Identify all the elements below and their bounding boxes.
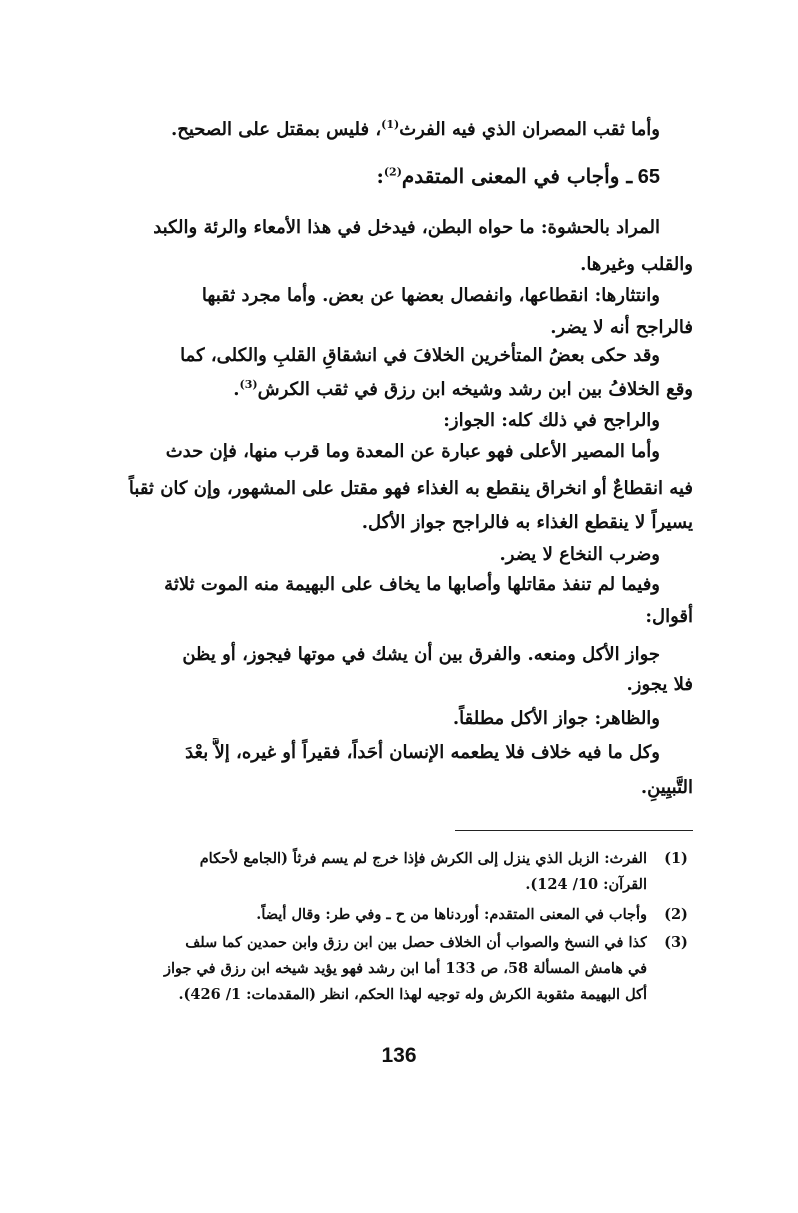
paragraph-line: أقوال: <box>645 606 693 627</box>
footnote-text: الفرث: الزبل الذي ينزل إلى الكرش فإذا خرج لم يسم فرثاً (الجامع لأحكام القرآن: 10/ 124). <box>199 850 647 893</box>
paragraph-line: وكل ما فيه خلاف فلا يطعمه الإنسان أحَداً، فقيراً أو غيره، إلاَّ بعْدَ <box>185 742 660 763</box>
question-heading: 65 ـ وأجاب في المعنى المتقدم$^{(2)}$: <box>376 164 660 188</box>
paragraph-line: وقع الخلافُ بين ابن رشد وشيخه ابن رزق في ثقب الكرش$^{(3)}$. <box>233 378 693 400</box>
footnote-text: كذا في النسخ والصواب أن الخلاف حصل بين ابن رزق وابن حمدين كما سلف في هامش المسألة 58، ص 133 أما ابن رشد فهو يؤيد شيخه ابن رزق في جواز أكل البهيمة مثقوبة الكرش وله توجيه لهذا الحكم، انظر (المقدمات: 1/ 426). <box>164 934 647 1003</box>
paragraph-line: والقلب وغيرها. <box>580 254 693 275</box>
footnote-number: (3) <box>664 934 688 951</box>
paragraph-line: والراجح في ذلك كله: الجواز: <box>443 410 660 431</box>
paragraph-line: جواز الأكل ومنعه. والفرق بين أن يشك في موتها فيجوز، أو يظن <box>182 644 660 665</box>
footnote-2 <box>100 902 693 928</box>
paragraph-line: فيه انقطاعٌ أو انخراق ينقطع به الغذاء فهو مقتل على المشهور، وإن كان ثقباً <box>128 478 693 499</box>
footnote-ref[interactable]: (3) <box>239 378 258 391</box>
footnote-number: (2) <box>664 906 688 923</box>
footnote-separator <box>455 830 693 831</box>
footnote-number: (1) <box>664 850 688 867</box>
footnote-1 <box>100 846 693 898</box>
footnote-text: وأجاب في المعنى المتقدم: أوردناها من ح ـ وفي طر: وقال أيضاً. <box>256 906 647 923</box>
footnote-ref[interactable]: (1) <box>381 118 400 131</box>
paragraph-line: التَّبيِينِ. <box>640 777 693 798</box>
paragraph-line: وضرب النخاع لا يضر. <box>499 544 660 565</box>
question-number: 65 ـ <box>626 166 660 188</box>
paragraph-line: وأما المصير الأعلى فهو عبارة عن المعدة وما قرب منها، فإن حدث <box>165 441 660 462</box>
paragraph-line: وانتثارها: انقطاعها، وانفصال بعضها عن بعض. وأما مجرد ثقبها <box>201 285 660 306</box>
paragraph-line: فالراجح أنه لا يضر. <box>550 317 693 338</box>
paragraph-line: والظاهر: جواز الأكل مطلقاً. <box>452 708 660 729</box>
paragraph-line: وفيما لم تنفذ مقاتلها وأصابها ما يخاف على البهيمة منه الموت ثلاثة <box>164 574 660 595</box>
page-number: 136 <box>381 1044 417 1067</box>
paragraph-line: المراد بالحشوة: ما حواه البطن، فيدخل في هذا الأمعاء والرئة والكبد <box>153 217 660 238</box>
paragraph-line: وأما ثقب المصران الذي فيه الفرث$^{(1)}$، فليس بمقتل على الصحيح. <box>170 118 660 140</box>
paragraph-line: فلا يجوز. <box>626 674 693 695</box>
paragraph-line: وقد حكى بعضُ المتأخرين الخلافَ في انشقاقِ القلبِ والكلى، كما <box>180 345 660 366</box>
footnote-3 <box>100 930 693 1010</box>
footnote-ref[interactable]: (2) <box>383 165 402 179</box>
paragraph-line: يسيراً لا ينقطع الغذاء به فالراجح جواز الأكل. <box>361 512 693 533</box>
